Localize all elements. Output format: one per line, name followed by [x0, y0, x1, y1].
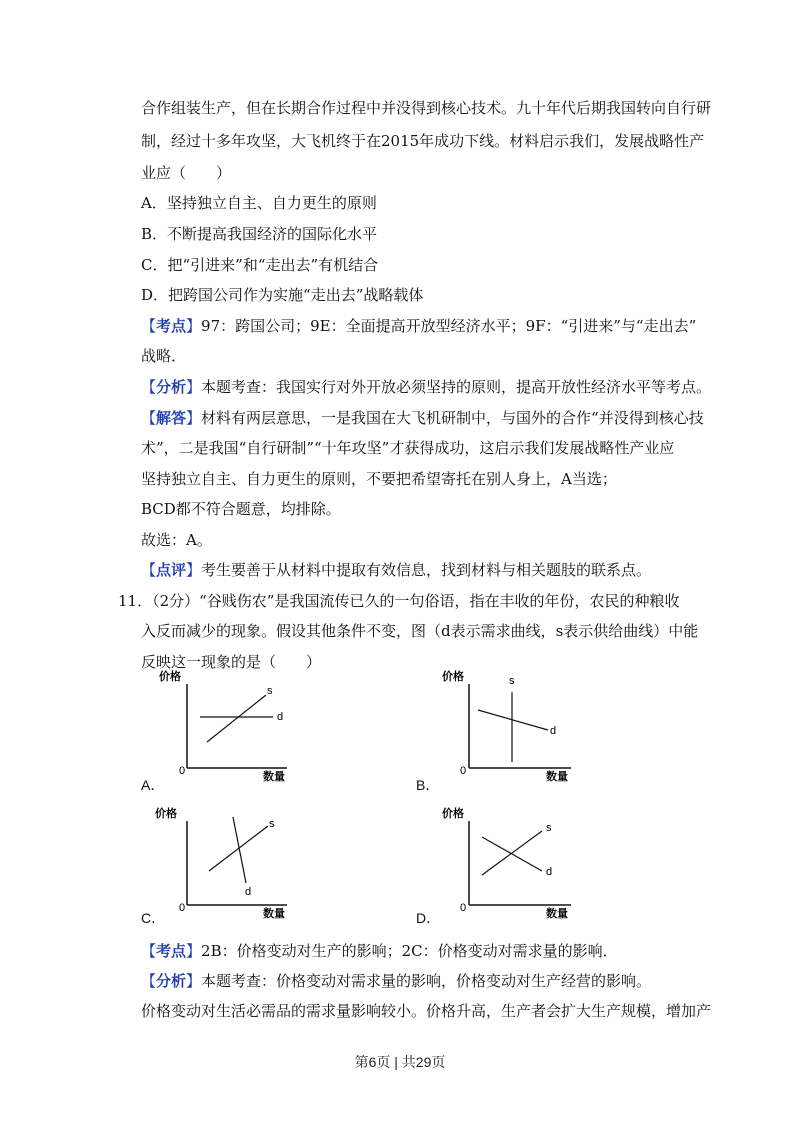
- origin-label: 0: [179, 902, 186, 914]
- supply-curve: [482, 831, 542, 875]
- s-label: s: [546, 822, 552, 834]
- kaodian-text: 97：跨国公司；9E：全面提高开放型经济水平；9F：“引进来”与“走出去”: [201, 317, 697, 335]
- jieda-line-5: 故选：A。: [141, 531, 212, 549]
- option-b: B．不断提高我国经济的国际化水平: [141, 225, 378, 243]
- jieda-text: 材料有两层意思，一是我国在大飞机研制中，与国外的合作“并没得到核心技: [201, 409, 704, 427]
- graph-c: [145, 805, 295, 920]
- page-footer: 第6页 | 共29页: [354, 1054, 446, 1070]
- q11-fenxi-line: [141, 971, 690, 991]
- y-axis-label: 价格: [442, 671, 464, 683]
- paragraph-line: 制，经过十多年攻坚，大飞机终于在2015年成功下线。材料启示我们，发展战略性产: [141, 132, 705, 150]
- kaodian-line: [141, 316, 697, 336]
- q11-last-line: 价格变动对生活必需品的需求量影响较小。价格升高，生产者会扩大生产规模，增加产: [141, 1002, 712, 1020]
- jieda-line-4: BCD都不符合题意，均排除。: [141, 500, 341, 518]
- s-label: s: [269, 818, 275, 830]
- fenxi-text: 本题考查：我国实行对外开放必须坚持的原则，提高开放性经济水平等考点。: [201, 378, 712, 396]
- origin-label: 0: [179, 765, 186, 777]
- option-c: C．把“引进来”和“走出去”有机结合: [141, 256, 379, 274]
- jieda-line: [141, 408, 704, 428]
- d-label: d: [245, 886, 252, 898]
- graph-d: [416, 805, 576, 920]
- y-axis-label: 价格: [155, 808, 177, 820]
- d-label: d: [277, 711, 284, 723]
- paragraph-line: 业应（ ）: [141, 164, 232, 182]
- graph-a-label: A．: [141, 777, 165, 793]
- fenxi-line: [141, 377, 712, 397]
- x-axis-label: 数量: [263, 771, 285, 783]
- fenxi-tag: 【分析】: [141, 972, 202, 990]
- d-label: d: [550, 725, 557, 737]
- dianping-tag: 【点评】: [141, 561, 202, 579]
- question-11-line-3: 反映这一现象的是（ ）: [141, 653, 322, 671]
- d-label: d: [546, 866, 553, 878]
- jieda-line-2: 术”，二是我国“自行研制”“十年攻坚”才获得成功，这启示我们发展战略性产业应: [141, 439, 675, 457]
- origin-label: 0: [460, 765, 467, 777]
- paragraph-line: 合作组装生产，但在长期合作过程中并没得到核心技术。九十年代后期我国转向自行研: [141, 99, 712, 117]
- dianping-line: [141, 560, 690, 580]
- fenxi-text: 本题考查：价格变动对需求量的影响，价格变动对生产经营的影响。: [201, 972, 652, 990]
- jieda-tag: 【解答】: [141, 409, 202, 427]
- dianping-text: 考生要善于从材料中提取有效信息，找到材料与相关题肢的联系点。: [201, 561, 652, 579]
- kaodian-tag: 【考点】: [141, 317, 202, 335]
- y-axis-label: 价格: [159, 671, 181, 683]
- kaodian-tag: 【考点】: [141, 942, 202, 960]
- kaodian-text: 2B：价格变动对生产的影响；2C：价格变动对需求量的影响．: [201, 942, 618, 960]
- fenxi-tag: 【分析】: [141, 378, 202, 396]
- s-label: s: [267, 685, 273, 697]
- x-axis-label: 数量: [546, 908, 568, 920]
- supply-curve: [207, 695, 266, 742]
- question-11-line-2: 入反而减少的现象。假设其他条件不变，图（d表示需求曲线，s表示供给曲线）中能: [141, 622, 699, 640]
- graph-d-label: D．: [416, 910, 441, 926]
- y-axis-label: 价格: [442, 808, 464, 820]
- option-d: D．把跨国公司作为实施“走出去”战略载体: [141, 286, 424, 304]
- x-axis-label: 数量: [263, 908, 285, 920]
- option-a: A．坚持独立自主、自力更生的原则: [141, 194, 377, 212]
- demand-curve: [233, 817, 246, 883]
- origin-label: 0: [460, 902, 467, 914]
- graph-a: [145, 668, 295, 783]
- demand-curve: [482, 837, 542, 871]
- x-axis-label: 数量: [546, 771, 568, 783]
- demand-curve: [478, 710, 548, 730]
- supply-curve: [209, 826, 268, 871]
- graph-b-label: B．: [416, 777, 440, 793]
- question-11-line-1: 11．（2分）“谷贱伤农”是我国流传已久的一句俗语，指在丰收的年份，农民的种粮收: [118, 592, 680, 610]
- graph-b: [416, 668, 576, 783]
- jieda-line-3: 坚持独立自主、自力更生的原则，不要把希望寄托在别人身上，A当选；: [141, 470, 617, 488]
- kaodian-line-2: 战略．: [141, 347, 187, 365]
- graph-c-label: C．: [141, 910, 166, 926]
- q11-kaodian-line: [141, 941, 690, 961]
- s-label: s: [509, 675, 515, 687]
